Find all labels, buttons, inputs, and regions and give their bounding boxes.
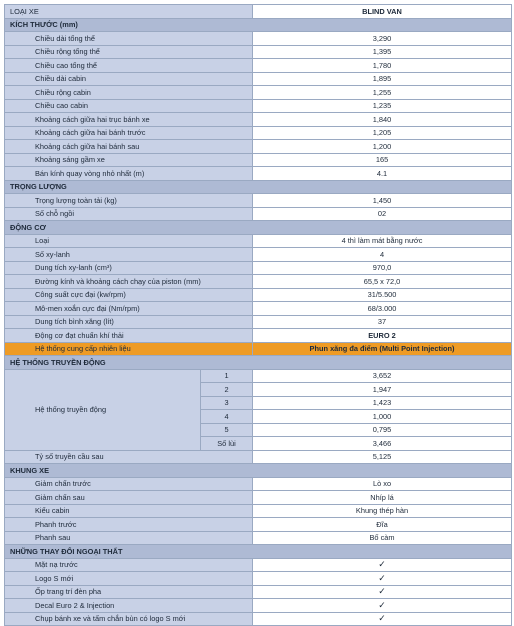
spec-row: [5, 315, 512, 329]
section-header: [5, 356, 512, 370]
spec-row: [5, 72, 512, 86]
spec-value: 5,125: [253, 450, 512, 464]
gear-value: 1,423: [253, 396, 512, 410]
spec-label: Chiều cao tổng thể: [5, 59, 253, 73]
spec-label: Dung tích bình xăng (lít): [5, 315, 253, 329]
spec-value: 1,205: [253, 126, 512, 140]
spec-value: 31/5.500: [253, 288, 512, 302]
spec-label: Loại: [5, 234, 253, 248]
gear-label: 1: [201, 369, 253, 383]
spec-row: [5, 59, 512, 73]
spec-value: 4.1: [253, 167, 512, 181]
spec-value: Bố càm: [253, 531, 512, 545]
gear-value: 1,947: [253, 383, 512, 397]
spec-label: Decal Euro 2 & Injection: [5, 599, 253, 613]
spec-label: Đường kính và khoảng cách chạy của piston (mm): [5, 275, 253, 289]
spec-row: [5, 585, 512, 599]
spec-row: [5, 491, 512, 505]
section-title-dimensions: KÍCH THƯỚC (mm): [5, 18, 512, 32]
spec-row: [5, 612, 512, 626]
spec-value: 970,0: [253, 261, 512, 275]
check-icon: ✓: [253, 572, 512, 586]
section-header: [5, 221, 512, 235]
spec-value: 1,235: [253, 99, 512, 113]
spec-value: 4 thì làm mát bằng nước: [253, 234, 512, 248]
spec-label: Trọng lượng toàn tải (kg): [5, 194, 253, 208]
drivetrain-group-label: Hệ thống truyền động: [5, 369, 201, 450]
spec-value: 02: [253, 207, 512, 221]
gear-row: [5, 369, 512, 383]
spec-row: [5, 518, 512, 532]
spec-row: [5, 167, 512, 181]
spec-label: Tỷ số truyền cầu sau: [5, 450, 253, 464]
spec-value: 1,395: [253, 45, 512, 59]
gear-label: Số lùi: [201, 437, 253, 451]
spec-value: 1,255: [253, 86, 512, 100]
spec-label: Mô-men xoắn cực đại (Nm/rpm): [5, 302, 253, 316]
spec-row: [5, 450, 512, 464]
spec-table: [4, 4, 512, 626]
spec-value: 65,5 x 72,0: [253, 275, 512, 289]
spec-label: Khoảng cách giữa hai bánh sau: [5, 140, 253, 154]
spec-label: Chiều rộng tổng thể: [5, 45, 253, 59]
spec-label: Phanh trước: [5, 518, 253, 532]
spec-value: Nhíp lá: [253, 491, 512, 505]
spec-value: Đĩa: [253, 518, 512, 532]
vehicle-type-row: [5, 5, 512, 19]
spec-row: [5, 302, 512, 316]
spec-row: [5, 572, 512, 586]
gear-label: 3: [201, 396, 253, 410]
spec-row: [5, 194, 512, 208]
section-header: [5, 18, 512, 32]
spec-label: Giảm chấn trước: [5, 477, 253, 491]
spec-value: EURO 2: [253, 329, 512, 343]
spec-row: [5, 113, 512, 127]
spec-value: 37: [253, 315, 512, 329]
gear-label: 2: [201, 383, 253, 397]
spec-value: 1,840: [253, 113, 512, 127]
spec-label: Bán kính quay vòng nhỏ nhất (m): [5, 167, 253, 181]
check-icon: ✓: [253, 599, 512, 613]
spec-label: Chiều cao cabin: [5, 99, 253, 113]
spec-row: [5, 599, 512, 613]
spec-row: [5, 248, 512, 262]
spec-value: 1,450: [253, 194, 512, 208]
spec-label: Công suất cực đại (kw/rpm): [5, 288, 253, 302]
spec-row: [5, 99, 512, 113]
spec-row: [5, 32, 512, 46]
spec-row: [5, 329, 512, 343]
section-title-engine: ĐỘNG CƠ: [5, 221, 512, 235]
spec-label: Động cơ đạt chuẩn khí thải: [5, 329, 253, 343]
gear-value: 1,000: [253, 410, 512, 424]
spec-label: Ốp trang trí đèn pha: [5, 585, 253, 599]
vehicle-type-label: LOẠI XE: [5, 5, 253, 19]
spec-value: 4: [253, 248, 512, 262]
gear-label: 4: [201, 410, 253, 424]
spec-label: Số xy-lanh: [5, 248, 253, 262]
vehicle-type-value: BLIND VAN: [253, 5, 512, 19]
spec-label: Mặt nạ trước: [5, 558, 253, 572]
check-icon: ✓: [253, 558, 512, 572]
spec-label: Phanh sau: [5, 531, 253, 545]
spec-row: [5, 504, 512, 518]
spec-row: [5, 531, 512, 545]
spec-label: Logo S mới: [5, 572, 253, 586]
highlight-row: [5, 342, 512, 356]
spec-value: Phun xăng đa điểm (Multi Point Injection): [253, 342, 512, 356]
section-title-weight: TRỌNG LƯỢNG: [5, 180, 512, 194]
spec-value: 1,895: [253, 72, 512, 86]
section-header: [5, 545, 512, 559]
spec-value: 165: [253, 153, 512, 167]
spec-row: [5, 207, 512, 221]
check-icon: ✓: [253, 612, 512, 626]
spec-row: [5, 261, 512, 275]
spec-label: Số chỗ ngồi: [5, 207, 253, 221]
gear-value: 3,466: [253, 437, 512, 451]
spec-row: [5, 153, 512, 167]
spec-label: Kiểu cabin: [5, 504, 253, 518]
spec-row: [5, 558, 512, 572]
spec-label: Chiều rộng cabin: [5, 86, 253, 100]
spec-value: 1,780: [253, 59, 512, 73]
spec-value: 3,290: [253, 32, 512, 46]
spec-label: Khoảng cách giữa hai bánh trước: [5, 126, 253, 140]
section-title-chassis: KHUNG XE: [5, 464, 512, 478]
section-header: [5, 180, 512, 194]
spec-row: [5, 140, 512, 154]
spec-value: 68/3.000: [253, 302, 512, 316]
spec-row: [5, 234, 512, 248]
gear-label: 5: [201, 423, 253, 437]
spec-row: [5, 45, 512, 59]
section-title-exterior: NHỮNG THAY ĐỔI NGOẠI THẤT: [5, 545, 512, 559]
spec-value: Khung thép hàn: [253, 504, 512, 518]
section-header: [5, 464, 512, 478]
gear-value: 3,652: [253, 369, 512, 383]
spec-label: Dung tích xy-lanh (cm³): [5, 261, 253, 275]
spec-label: Chiều dài tổng thể: [5, 32, 253, 46]
spec-value: 1,200: [253, 140, 512, 154]
gear-value: 0,795: [253, 423, 512, 437]
check-icon: ✓: [253, 585, 512, 599]
spec-row: [5, 86, 512, 100]
spec-value: Lò xo: [253, 477, 512, 491]
spec-row: [5, 126, 512, 140]
spec-label: Giảm chấn sau: [5, 491, 253, 505]
spec-label: Chụp bánh xe và tấm chắn bùn có logo S mới: [5, 612, 253, 626]
spec-label: Khoảng cách giữa hai trục bánh xe: [5, 113, 253, 127]
spec-label: Khoảng sáng gầm xe: [5, 153, 253, 167]
spec-row: [5, 275, 512, 289]
section-title-drivetrain: HỆ THỐNG TRUYỀN ĐỘNG: [5, 356, 512, 370]
spec-label: Hệ thống cung cấp nhiên liệu: [5, 342, 253, 356]
spec-label: Chiều dài cabin: [5, 72, 253, 86]
spec-row: [5, 288, 512, 302]
spec-row: [5, 477, 512, 491]
